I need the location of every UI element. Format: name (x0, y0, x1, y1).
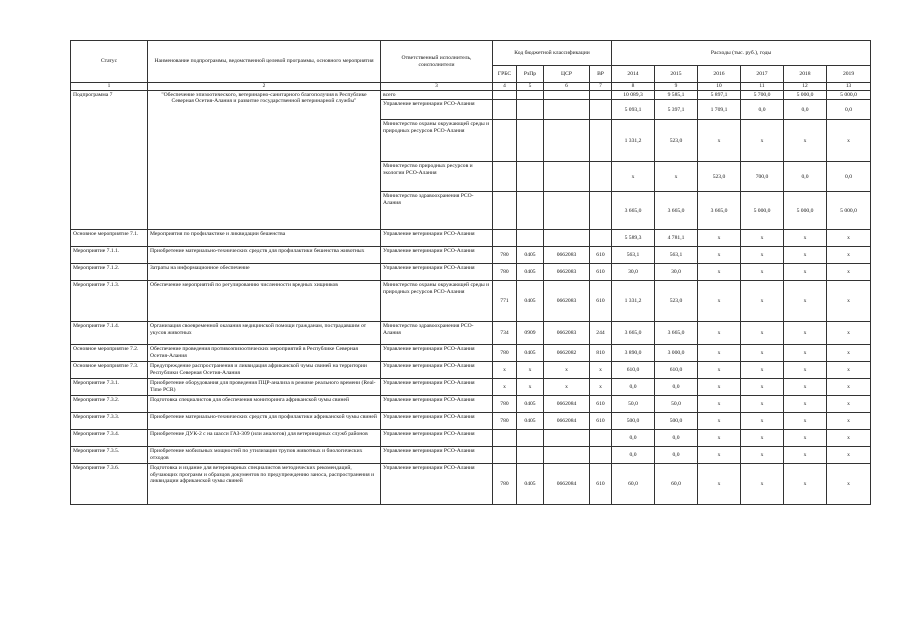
header-year-2017: 2017 (741, 66, 784, 83)
row-name: Предупреждение распространения и ликвидация африканской чумы свиней на территории Республики Северная Осетия-Алания (148, 362, 381, 379)
cell-grbs: 780 (493, 247, 517, 264)
cell-v2017: 700,0 (741, 162, 784, 192)
cell-v2018: х (784, 230, 827, 247)
cell-v2017: х (741, 120, 784, 162)
row-executor: Управление ветеринарии РСО-Алания (381, 447, 493, 464)
cell-grbs: 780 (493, 413, 517, 430)
cell-v2014: 0,0 (612, 379, 655, 396)
cell-v2019: х (827, 379, 871, 396)
cell-grbs: 780 (493, 345, 517, 362)
cell-v2014: 0,0 (612, 447, 655, 464)
row-name: Мероприятия по профилактике и ликвидации бешенства (148, 230, 381, 247)
row-executor: Министерство природных ресурсов и экологии РСО-Алания (381, 162, 493, 192)
cell-rzpr (517, 230, 544, 247)
cell-v2016: х (698, 379, 741, 396)
row-name: "Обеспечение эпизоотического, ветеринарно-санитарного благополучия в Республике Северная Осетия-Алания и развитие государственной ветеринарной службы" (148, 91, 381, 230)
cell-v2018: х (784, 413, 827, 430)
cell-csr: 0662083 (544, 281, 590, 322)
budget-table-sheet (70, 40, 870, 505)
cell-v2014: 1 331,2 (612, 120, 655, 162)
cell-v2017: х (741, 264, 784, 281)
cell-grbs (493, 447, 517, 464)
table-row (71, 430, 871, 447)
cell-v2017: х (741, 322, 784, 345)
cell-v2015: 500,0 (655, 413, 698, 430)
cell-v2016: х (698, 362, 741, 379)
table-row (71, 362, 871, 379)
col-number: 2 (148, 83, 381, 91)
row-executor: Управление ветеринарии РСО-Алания (381, 345, 493, 362)
row-name: Подготовка специалистов для обеспечения мониторинга африканской чумы свиней (148, 396, 381, 413)
cell-vr: х (590, 362, 612, 379)
cell-vr (590, 192, 612, 230)
cell-v2019: х (827, 230, 871, 247)
table-header (71, 41, 871, 91)
table-row (71, 247, 871, 264)
col-number: 10 (698, 83, 741, 91)
header-budget-class: Код бюджетной классификации (493, 41, 612, 66)
row-status: Мероприятие 7.3.2. (71, 396, 148, 413)
cell-v2019: х (827, 322, 871, 345)
row-status: Мероприятие 7.3.6. (71, 464, 148, 505)
row-status: Мероприятие 7.3.1. (71, 379, 148, 396)
cell-v2014: 1 331,2 (612, 281, 655, 322)
header-code-csr: ЦСР (544, 66, 590, 83)
cell-v2018: 0,0 (784, 100, 827, 120)
row-executor: Министерство здравоохранения РСО-Алания (381, 322, 493, 345)
row-name: Приобретение материально-технических средств для профилактики бешенства животных (148, 247, 381, 264)
cell-v2015: 60,0 (655, 464, 698, 505)
cell-grbs (493, 192, 517, 230)
cell-v2016: х (698, 247, 741, 264)
cell-v2015: 9 585,1 (655, 91, 698, 100)
row-executor: Управление ветеринарии РСО-Алания (381, 100, 493, 120)
cell-rzpr (517, 91, 544, 100)
cell-grbs: х (493, 362, 517, 379)
cell-v2015: 30,0 (655, 264, 698, 281)
cell-v2016: 3 665,0 (698, 192, 741, 230)
cell-v2018: х (784, 464, 827, 505)
cell-v2014: 500,0 (612, 413, 655, 430)
cell-grbs (493, 430, 517, 447)
cell-grbs: 780 (493, 264, 517, 281)
cell-grbs: 771 (493, 281, 517, 322)
table-row (71, 413, 871, 430)
cell-vr: 810 (590, 345, 612, 362)
row-status: Мероприятие 7.1.1. (71, 247, 148, 264)
cell-vr: 244 (590, 322, 612, 345)
cell-vr: 610 (590, 413, 612, 430)
row-name: Организация своевременной оказания медицинской помощи гражданам, пострадавшим от укусов животных (148, 322, 381, 345)
cell-v2017: х (741, 379, 784, 396)
cell-grbs: х (493, 379, 517, 396)
cell-grbs: 734 (493, 322, 517, 345)
row-status: Подпрограмма 7 (71, 91, 148, 230)
cell-vr: 610 (590, 464, 612, 505)
cell-v2017: 0,0 (741, 100, 784, 120)
cell-v2019: 5 000,0 (827, 192, 871, 230)
table-row (71, 379, 871, 396)
cell-vr (590, 447, 612, 464)
cell-v2017: х (741, 247, 784, 264)
row-executor: Управление ветеринарии РСО-Алания (381, 413, 493, 430)
cell-v2019: 0,0 (827, 162, 871, 192)
row-status: Мероприятие 7.3.4. (71, 430, 148, 447)
cell-v2018: 0,0 (784, 162, 827, 192)
cell-grbs (493, 230, 517, 247)
row-status: Мероприятие 7.1.2. (71, 264, 148, 281)
cell-v2018: х (784, 396, 827, 413)
cell-v2019: х (827, 413, 871, 430)
cell-grbs (493, 100, 517, 120)
col-number: 7 (590, 83, 612, 91)
cell-v2015: 0,0 (655, 447, 698, 464)
row-executor: Министерство охраны окружающей среды и природных ресурсов РСО-Алания (381, 281, 493, 322)
cell-v2014: 10 089,3 (612, 91, 655, 100)
row-executor: Управление ветеринарии РСО-Алания (381, 362, 493, 379)
row-executor: Управление ветеринарии РСО-Алания (381, 264, 493, 281)
column-number-row (71, 83, 871, 91)
header-code-vr: ВР (590, 66, 612, 83)
cell-v2017: 5 700,0 (741, 91, 784, 100)
row-status: Основное мероприятие 7.2. (71, 345, 148, 362)
cell-rzpr: 0405 (517, 281, 544, 322)
table-row (71, 345, 871, 362)
header-year-2019: 2019 (827, 66, 871, 83)
table-row (71, 230, 871, 247)
cell-v2015: х (655, 162, 698, 192)
row-name: Обеспечение мероприятий по регулированию численности вредных хищников (148, 281, 381, 322)
cell-v2015: 4 781,1 (655, 230, 698, 247)
cell-rzpr: 0405 (517, 464, 544, 505)
subprogram-row (71, 91, 871, 100)
cell-grbs (493, 91, 517, 100)
cell-v2016: х (698, 430, 741, 447)
cell-csr: х (544, 379, 590, 396)
cell-vr: 610 (590, 264, 612, 281)
row-name: Приобретение ДУК-2 с на шасси ГАЗ-309 (или аналогов) для ветеринарных служб районов (148, 430, 381, 447)
col-number: 3 (381, 83, 493, 91)
cell-grbs (493, 162, 517, 192)
col-number: 6 (544, 83, 590, 91)
cell-csr (544, 230, 590, 247)
cell-v2016: х (698, 464, 741, 505)
header-year-2016: 2016 (698, 66, 741, 83)
cell-v2018: 5 000,0 (784, 91, 827, 100)
cell-v2018: х (784, 281, 827, 322)
cell-vr (590, 91, 612, 100)
cell-v2018: х (784, 247, 827, 264)
cell-csr (544, 100, 590, 120)
cell-vr (590, 430, 612, 447)
cell-v2016: 523,0 (698, 162, 741, 192)
header-code-grbs: ГРБС (493, 66, 517, 83)
cell-v2017: х (741, 464, 784, 505)
cell-csr: 0662082 (544, 345, 590, 362)
cell-v2017: х (741, 430, 784, 447)
cell-v2018: х (784, 345, 827, 362)
cell-v2016: х (698, 264, 741, 281)
row-name: Приобретение материально-технических средств для профилактики африканской чумы свиней (148, 413, 381, 430)
row-name: Подготовка и издание для ветеринарных специалистов методических рекомендаций, обучающих программ и образцов документов по предупреждению заноса, распространения и ликвидации африканской чумы свиней (148, 464, 381, 505)
cell-csr: х (544, 362, 590, 379)
cell-rzpr: х (517, 379, 544, 396)
table-row (71, 447, 871, 464)
cell-rzpr: 0405 (517, 345, 544, 362)
cell-v2014: 563,1 (612, 247, 655, 264)
row-executor: Управление ветеринарии РСО-Алания (381, 396, 493, 413)
cell-v2018: х (784, 447, 827, 464)
cell-csr (544, 91, 590, 100)
cell-v2014: 60,0 (612, 464, 655, 505)
cell-grbs: 780 (493, 464, 517, 505)
cell-rzpr: 0405 (517, 247, 544, 264)
cell-v2018: х (784, 322, 827, 345)
cell-v2019: х (827, 464, 871, 505)
col-number: 8 (612, 83, 655, 91)
cell-v2016: х (698, 447, 741, 464)
cell-v2015: 5 397,1 (655, 100, 698, 120)
cell-rzpr (517, 192, 544, 230)
cell-v2015: 50,0 (655, 396, 698, 413)
cell-csr: 0662084 (544, 413, 590, 430)
cell-v2019: 5 000,0 (827, 91, 871, 100)
cell-rzpr (517, 430, 544, 447)
table-body (71, 91, 871, 505)
cell-v2016: х (698, 396, 741, 413)
row-executor: Управление ветеринарии РСО-Алания (381, 464, 493, 505)
cell-v2018: х (784, 362, 827, 379)
table-row (71, 264, 871, 281)
cell-v2015: 3 665,0 (655, 322, 698, 345)
cell-csr (544, 447, 590, 464)
row-executor: Управление ветеринарии РСО-Алания (381, 430, 493, 447)
cell-vr (590, 100, 612, 120)
cell-v2019: х (827, 345, 871, 362)
cell-v2018: х (784, 379, 827, 396)
cell-v2017: х (741, 362, 784, 379)
cell-csr: 0662084 (544, 464, 590, 505)
cell-vr: 610 (590, 281, 612, 322)
header-executor: Ответственный исполнитель, соисполнители (381, 41, 493, 83)
cell-v2017: 5 000,0 (741, 192, 784, 230)
cell-v2017: х (741, 230, 784, 247)
header-year-2014: 2014 (612, 66, 655, 83)
cell-v2015: 563,1 (655, 247, 698, 264)
table-row (71, 322, 871, 345)
cell-csr (544, 162, 590, 192)
cell-v2014: 3 665,0 (612, 192, 655, 230)
row-name: Приобретение оборудования для проведения ПЦР-анализа в режиме реального времени (Real-Time PCR) (148, 379, 381, 396)
cell-v2018: х (784, 120, 827, 162)
cell-csr (544, 192, 590, 230)
table-row (71, 281, 871, 322)
cell-csr (544, 120, 590, 162)
row-name: Затраты на информационное обеспечение (148, 264, 381, 281)
row-executor: Министерство здравоохранения РСО-Алания (381, 192, 493, 230)
cell-vr: 610 (590, 247, 612, 264)
cell-vr (590, 162, 612, 192)
cell-v2019: х (827, 447, 871, 464)
cell-v2019: х (827, 281, 871, 322)
cell-v2014: 5 589,3 (612, 230, 655, 247)
header-status: Статус (71, 41, 148, 83)
budget-table (70, 40, 871, 505)
cell-v2016: х (698, 413, 741, 430)
cell-v2018: х (784, 264, 827, 281)
cell-v2014: х (612, 162, 655, 192)
cell-vr: х (590, 379, 612, 396)
row-status: Основное мероприятие 7.1. (71, 230, 148, 247)
cell-csr: 0662083 (544, 264, 590, 281)
cell-v2016: 5 897,1 (698, 91, 741, 100)
header-code-rzpr: РзПр (517, 66, 544, 83)
col-number: 12 (784, 83, 827, 91)
cell-v2016: х (698, 345, 741, 362)
cell-v2015: 610,0 (655, 362, 698, 379)
cell-csr (544, 430, 590, 447)
cell-rzpr: 0405 (517, 413, 544, 430)
row-status: Основное мероприятие 7.3. (71, 362, 148, 379)
row-status: Мероприятие 7.3.5. (71, 447, 148, 464)
cell-v2016: х (698, 120, 741, 162)
row-executor: Управление ветеринарии РСО-Алания (381, 379, 493, 396)
col-number: 9 (655, 83, 698, 91)
row-executor: Министерство охраны окружающей среды и природных ресурсов РСО-Алания (381, 120, 493, 162)
cell-v2015: 3 000,0 (655, 345, 698, 362)
cell-v2014: 5 093,1 (612, 100, 655, 120)
row-name: Приобретение мобильных мощностей по утилизации трупов животных и биологических отходов (148, 447, 381, 464)
cell-grbs: 780 (493, 396, 517, 413)
col-number: 4 (493, 83, 517, 91)
header-name: Наименование подпрограммы, ведомственной целевой программы, основного мероприятия (148, 41, 381, 83)
row-executor: Управление ветеринарии РСО-Алания (381, 247, 493, 264)
cell-v2018: х (784, 430, 827, 447)
cell-v2016: х (698, 281, 741, 322)
cell-grbs (493, 120, 517, 162)
cell-v2014: 3 890,0 (612, 345, 655, 362)
header-expenses: Расходы (тыс. руб.), годы (612, 41, 871, 66)
cell-v2019: х (827, 396, 871, 413)
cell-v2017: х (741, 345, 784, 362)
cell-rzpr: 0405 (517, 264, 544, 281)
cell-vr: 610 (590, 396, 612, 413)
cell-v2014: 0,0 (612, 430, 655, 447)
cell-v2019: х (827, 430, 871, 447)
col-number: 13 (827, 83, 871, 91)
cell-v2017: х (741, 413, 784, 430)
cell-v2019: 0,0 (827, 100, 871, 120)
cell-csr: 0662083 (544, 322, 590, 345)
cell-rzpr (517, 447, 544, 464)
cell-v2016: х (698, 230, 741, 247)
cell-rzpr (517, 162, 544, 192)
cell-v2017: х (741, 281, 784, 322)
cell-v2017: х (741, 396, 784, 413)
table-row (71, 396, 871, 413)
cell-v2017: х (741, 447, 784, 464)
cell-csr: 0662084 (544, 396, 590, 413)
row-name: Обеспечение проведения противоэпизоотических мероприятий в Республике Северная Осетия-Алания (148, 345, 381, 362)
cell-v2016: 1 709,1 (698, 100, 741, 120)
cell-v2015: 0,0 (655, 430, 698, 447)
col-number: 1 (71, 83, 148, 91)
cell-v2019: х (827, 264, 871, 281)
cell-v2015: 3 665,0 (655, 192, 698, 230)
cell-v2018: 5 000,0 (784, 192, 827, 230)
col-number: 11 (741, 83, 784, 91)
cell-rzpr (517, 120, 544, 162)
cell-v2016: х (698, 322, 741, 345)
cell-v2015: 0,0 (655, 379, 698, 396)
cell-v2015: 523,0 (655, 281, 698, 322)
cell-vr (590, 120, 612, 162)
cell-rzpr: х (517, 362, 544, 379)
cell-v2014: 50,0 (612, 396, 655, 413)
row-status: Мероприятие 7.1.4. (71, 322, 148, 345)
cell-v2019: х (827, 362, 871, 379)
cell-v2014: 30,0 (612, 264, 655, 281)
cell-csr: 0662083 (544, 247, 590, 264)
cell-rzpr (517, 100, 544, 120)
cell-rzpr: 0909 (517, 322, 544, 345)
cell-rzpr: 0405 (517, 396, 544, 413)
row-status: Мероприятие 7.1.3. (71, 281, 148, 322)
cell-v2014: 3 665,0 (612, 322, 655, 345)
row-executor: всего (381, 91, 493, 100)
col-number: 5 (517, 83, 544, 91)
cell-vr (590, 230, 612, 247)
cell-v2014: 610,0 (612, 362, 655, 379)
table-row (71, 464, 871, 505)
cell-v2015: 523,0 (655, 120, 698, 162)
row-status: Мероприятие 7.3.3. (71, 413, 148, 430)
cell-v2019: х (827, 120, 871, 162)
row-executor: Управление ветеринарии РСО-Алания (381, 230, 493, 247)
cell-v2019: х (827, 247, 871, 264)
header-year-2018: 2018 (784, 66, 827, 83)
header-year-2015: 2015 (655, 66, 698, 83)
